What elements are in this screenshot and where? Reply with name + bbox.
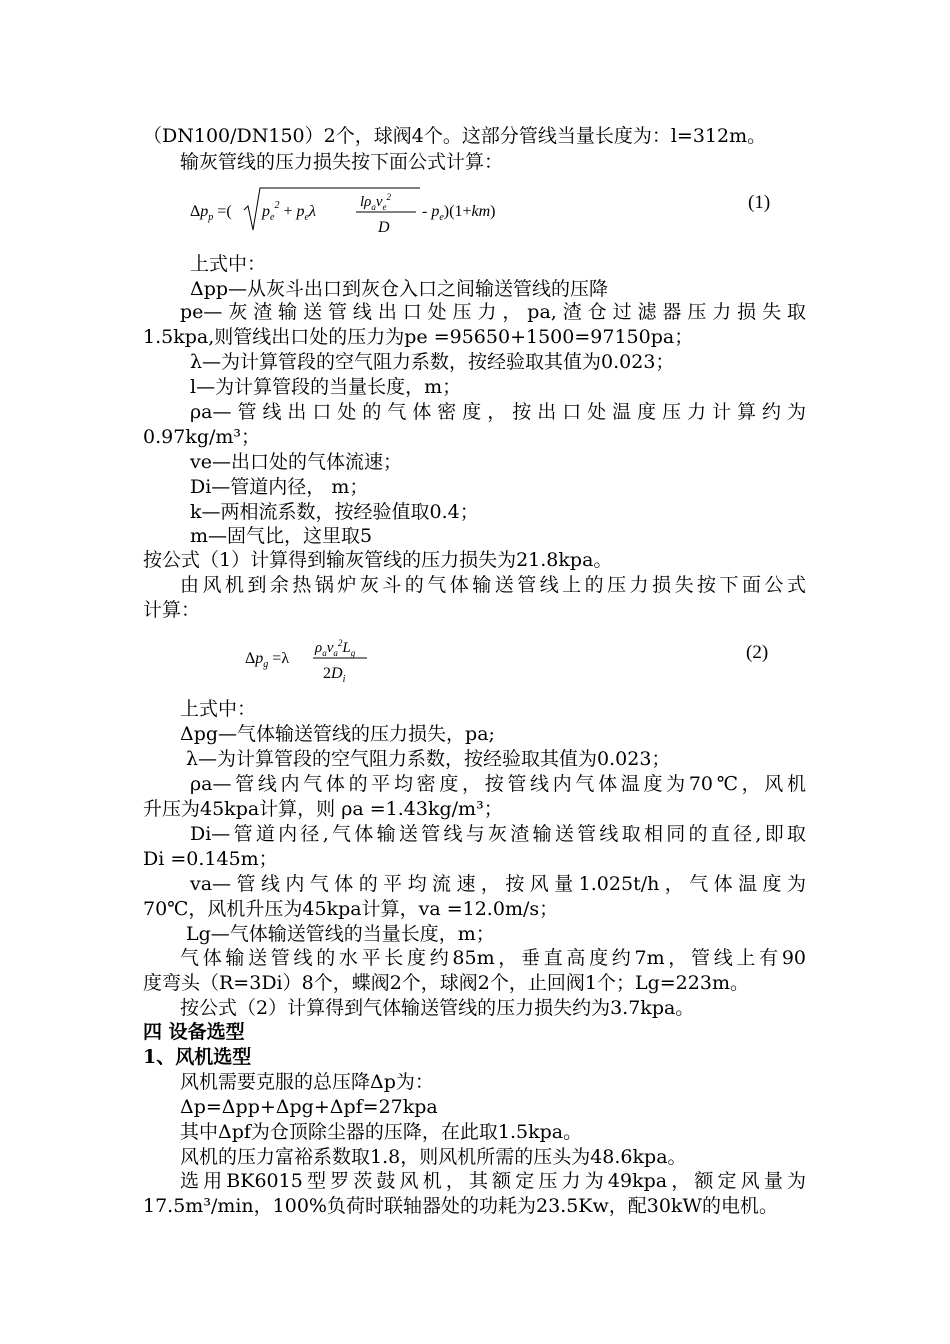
paragraph-line: 0.97kg/m³； — [143, 426, 261, 448]
svg-text:ρava2Lg: $\rho_av_a^2L_g$ — [315, 638, 356, 658]
paragraph-line: 选用BK6015型罗茨鼓风机，其额定压力为49kpa，额定风量为 — [180, 1170, 806, 1192]
paragraph-line: 计算： — [143, 599, 201, 621]
paragraph-line: Δpp—从灰斗出口到灰仓入口之间输送管线的压降 — [190, 278, 609, 300]
paragraph-line: λ—为计算管段的空气阻力系数，按经验取其值为0.023； — [186, 748, 671, 770]
paragraph-line: 按公式（1）计算得到输灰管线的压力损失为21.8kpa。 — [143, 549, 613, 571]
svg-text:- pe)(1+km): - $p_e)(1+km)$ — [422, 203, 496, 223]
paragraph-line: 上式中： — [190, 253, 267, 275]
svg-text:Δpg =λ: $\Delta p_g =\lambda$ — [245, 650, 290, 670]
paragraph-line: 风机的压力富裕系数取1.8，则风机所需的压头为48.6kpa。 — [180, 1146, 687, 1168]
paragraph-line: pe—灰渣输送管线出口处压力，pa,渣仓过滤器压力损失取 — [180, 301, 806, 323]
paragraph-line: 其中Δpf为仓顶除尘器的压降，在此取1.5kpa。 — [180, 1121, 583, 1143]
paragraph-line: Di =0.145m； — [143, 848, 278, 870]
paragraph-line: Di—管道内径， m； — [190, 476, 369, 498]
equation-number-2: (2) — [746, 642, 769, 663]
paragraph-line: 70℃，风机升压为45kpa计算，va =12.0m/s； — [143, 898, 559, 920]
svg-text:2Di: $2D_i$ — [323, 665, 346, 685]
subsection-heading: 1、风机选型 — [143, 1046, 252, 1068]
paragraph-line: l—为计算管段的当量长度，m； — [190, 376, 462, 398]
paragraph-line: 上式中： — [180, 698, 257, 720]
formula-1 — [190, 180, 496, 240]
paragraph-line: 输灰管线的压力损失按下面公式计算： — [180, 151, 504, 173]
paragraph-line: Δp=Δpp+Δpg+Δpf=27kpa — [180, 1096, 438, 1118]
paragraph-line: 按公式（2）计算得到气体输送管线的压力损失约为3.7kpa。 — [180, 997, 695, 1019]
svg-text:pe2 + peλ: $p_e^2 + p_e\lambda$ — [262, 200, 316, 223]
paragraph-line: ve—出口处的气体流速； — [190, 451, 402, 473]
paragraph-line: 气体输送管线的水平长度约85m，垂直高度约7m，管线上有90 — [180, 947, 806, 969]
paragraph-line: Lg—气体输送管线的当量长度，m； — [186, 923, 495, 945]
section-heading: 四 设备选型 — [143, 1021, 245, 1043]
paragraph-line: 风机需要克服的总压降Δp为： — [180, 1071, 434, 1093]
paragraph-line: 1.5kpa,则管线出口处的压力为pe =95650+1500=97150pa； — [143, 326, 694, 348]
paragraph-line: m—固气比，这里取5 — [190, 525, 373, 547]
paragraph-line: 由风机到余热锅炉灰斗的气体输送管线上的压力损失按下面公式 — [180, 574, 806, 596]
svg-text:lρave2: $l\rho_av_e^2$ — [360, 192, 392, 212]
paragraph-line: λ—为计算管段的空气阻力系数，按经验取其值为0.023； — [190, 351, 675, 373]
svg-text:Δpp =(: $\Delta p_p$ =( — [190, 203, 232, 223]
paragraph-line: Δpg—气体输送管线的压力损失，pa; — [180, 723, 495, 745]
formula-2 — [245, 630, 385, 688]
paragraph-line: 度弯头（R=3Di）8个，蝶阀2个，球阀2个，止回阀1个；Lg=223m。 — [143, 972, 749, 994]
paragraph-line: ρa—管线出口处的气体密度，按出口处温度压力计算约为 — [190, 401, 806, 423]
paragraph-line: Di—管道内径,气体输送管线与灰渣输送管线取相同的直径,即取 — [190, 823, 806, 845]
paragraph-line: （DN100/DN150）2个，球阀4个。这部分管线当量长度为：l=312m。 — [143, 125, 767, 147]
paragraph-line: k—两相流系数，按经验值取0.4； — [190, 501, 479, 523]
svg-text:D: D — [378, 219, 390, 236]
equation-number-1: (1) — [748, 192, 771, 213]
paragraph-line: va—管线内气体的平均流速，按风量1.025t/h，气体温度为 — [190, 873, 806, 895]
paragraph-line: ρa—管线内气体的平均密度，按管线内气体温度为70℃，风机 — [190, 773, 806, 795]
paragraph-line: 升压为45kpa计算，则 ρa =1.43kg/m³； — [143, 798, 503, 820]
paragraph-line: 17.5m³/min，100%负荷时联轴器处的功耗为23.5Kw，配30kW的电机。 — [143, 1195, 778, 1217]
